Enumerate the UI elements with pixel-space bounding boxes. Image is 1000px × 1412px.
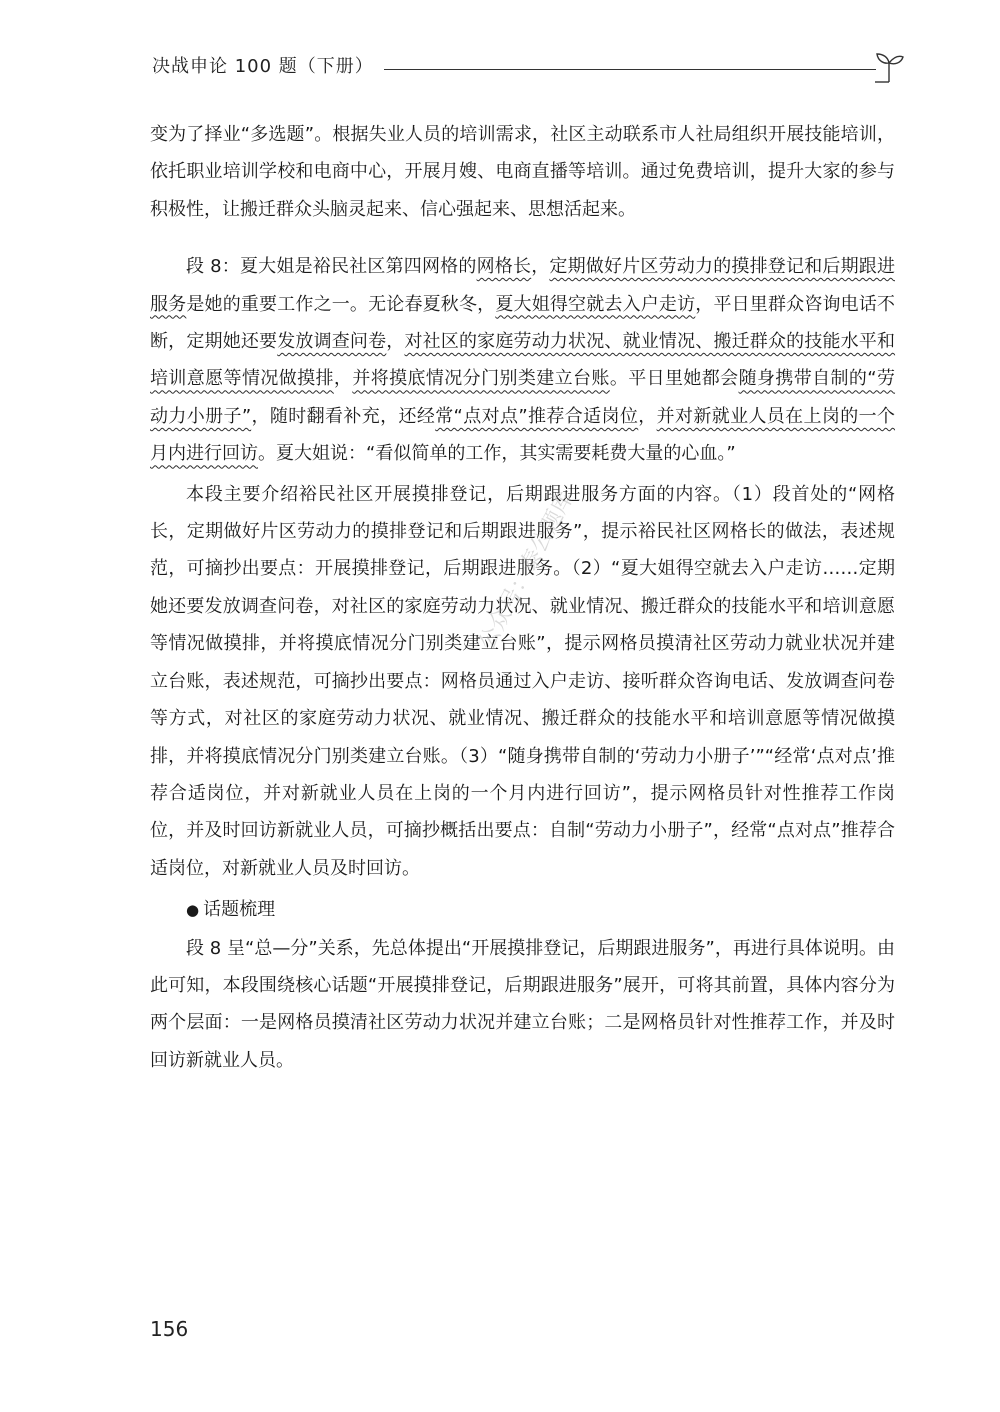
- paragraph-8: [150, 248, 895, 472]
- text-run: ，随时翻看补充，还经: [251, 405, 436, 427]
- underlined-phrase: 并将摸底情况分门别类建立台账: [352, 368, 610, 390]
- underlined-phrase: 发放调查问卷: [277, 331, 387, 353]
- underlined-phrase: 夏大姐得空就去入户走访: [495, 293, 696, 315]
- page-number: 156: [150, 1317, 189, 1341]
- paragraph-continued: 变为了择业“多选题”。根据失业人员的培训需求，社区主动联系市人社局组织开展技能培训，依托职业培训学校和电商中心，开展月嫂、电商直播等培训。通过免费培训，提升大家的参与积极性，让搬迁群众头脑灵起来、信心强起来、思想活起来。: [150, 124, 895, 220]
- topic-heading-label: 话题梳理: [203, 899, 276, 921]
- topic-paragraph: 段 8 呈“总—分”关系，先总体提出“开展摸排登记，后期跟进服务”，再进行具体说明。由此可知，本段围绕核心话题“开展摸排登记，后期跟进服务”展开，可将其前置，具体内容分为两个层面：一是网格员摸清社区劳动力状况并建立台账；二是网格员针对性推荐工作，并及时回访新就业人员。: [150, 937, 895, 1071]
- watermark: 公众号：泰公题库: [474, 486, 580, 655]
- topic-heading: [150, 891, 895, 929]
- text-run: ，: [638, 405, 657, 427]
- analysis-paragraph: 本段主要介绍裕民社区开展摸排登记，后期跟进服务方面的内容。（1）段首处的“网格长，定期做好片区劳动力的摸排登记和后期跟进服务”，提示裕民社区网格长的做法，表述规范，可摘抄出要点：开展摸排登记，后期跟进服务。（2）“夏大姐得空就去入户走访……定期她还要发放调查问卷，对社区的家庭劳动力状况、就业情况、搬迁群众的技能水平和培训意愿等情况做摸排，并将摸底情况分门别类建立台账”，提示网格员摸清社区劳动力就业状况并建立台账，表述规范，可摘抄出要点：网格员通过入户走访、接听群众咨询电话、发放调查问卷等方式，对社区的家庭劳动力状况、就业情况、搬迁群众的技能水平和培训意愿等情况做摸排，并将摸底情况分门别类建立台账。（3）“随身携带自制的‘劳动力小册子’”“经常‘点对点’推荐合适岗位，并对新就业人员在上岗的一个月内进行回访”，提示网格员针对性推荐工作岗位，并及时回访新就业人员，可摘抄概括出要点：自制“劳动力小册子”，经常“点对点”推荐合适岗位，对新就业人员及时回访。: [150, 483, 895, 879]
- underlined-phrase: 并对新就业人员在上岗的一个月内进行回访: [150, 405, 896, 465]
- header-rule: [384, 69, 876, 70]
- sprout-icon: [872, 50, 906, 84]
- underlined-phrase: 常“点对点”推荐合适岗位: [435, 405, 639, 427]
- text-run: 。夏大姐说：“看似简单的工作，其实需要耗费大量的心血。”: [258, 443, 736, 465]
- underlined-phrase: 网格长: [476, 256, 532, 278]
- underlined-phrase: 对社区的家庭劳动力状况、就业情况、搬迁群众的技能水平和培训意愿等情况做摸排: [150, 331, 896, 390]
- text-run: 是她的重要工作之一。无论春夏秋冬，: [186, 293, 496, 315]
- text-run: 段 8：夏大姐是裕民社区第四网格的: [186, 256, 477, 278]
- text-run: ，: [531, 256, 550, 278]
- running-header: [152, 50, 902, 90]
- book-title: 决战申论 100 题（下册）: [152, 56, 374, 77]
- text-run: ，平日里群众咨询电话不断，定期她还要: [150, 293, 896, 353]
- text-run: ，: [386, 331, 405, 353]
- underlined-phrase: 随身携带自制的“劳动力小册子”: [150, 368, 896, 427]
- bullet-icon: ●: [186, 901, 200, 920]
- text-run: 。平日里她都会: [609, 368, 739, 390]
- underlined-phrase: 定期做好片区劳动力的摸排登记和后期跟进服务: [150, 256, 895, 315]
- text-run: ，: [333, 368, 353, 390]
